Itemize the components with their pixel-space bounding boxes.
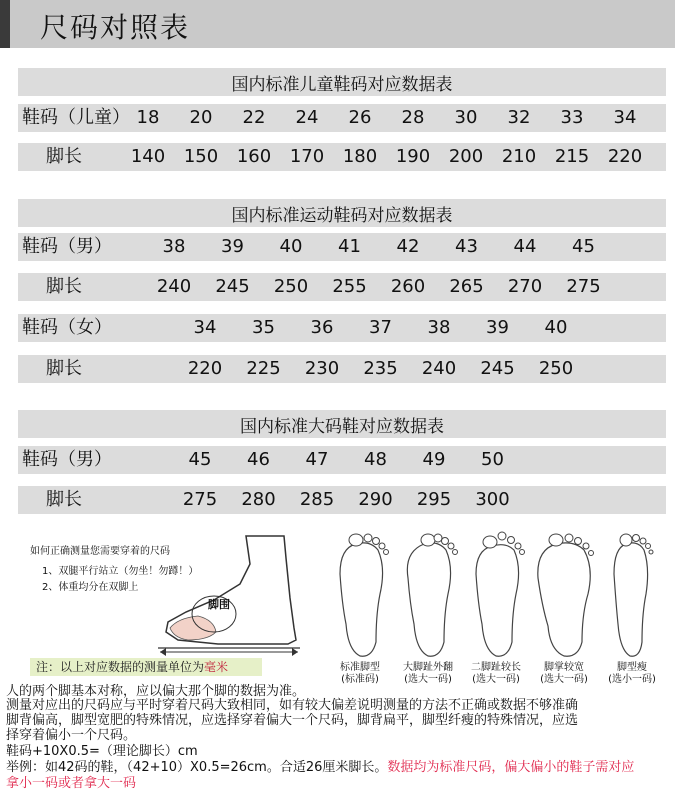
large-size-cell: 49: [422, 449, 446, 470]
sport-male-length-cell: 265: [449, 276, 484, 297]
children-size-cell: 32: [507, 107, 531, 128]
foot-type-name: 标准脚型: [340, 662, 380, 673]
foot-types: [322, 528, 667, 688]
children-size-cell: 33: [560, 107, 584, 128]
large-table-title-band: [18, 410, 666, 438]
large-length-cell: 290: [358, 489, 393, 510]
header-accent: [0, 0, 10, 48]
sport-male-size-cell: 39: [221, 236, 244, 257]
sport-male-size-label: 鞋码（男）: [22, 236, 112, 257]
foot-type-name: 二脚趾较长: [471, 662, 521, 673]
children-length-cell: 200: [448, 146, 484, 167]
sport-female-size-cell: 34: [193, 317, 217, 338]
sport-female-length-cell: 225: [246, 358, 281, 379]
sport-female-size-cell: 35: [252, 317, 275, 338]
foot-type-label: [534, 662, 594, 686]
sport-female-size-cell: 39: [486, 317, 509, 338]
sport-male-length-cell: 245: [215, 276, 250, 297]
large-size-cell: 48: [364, 449, 387, 470]
large-length-cell: 300: [475, 489, 510, 510]
sport-female-length-cell: 230: [304, 358, 340, 379]
large-size-cell: 45: [188, 449, 212, 470]
children-size-cell: 26: [348, 107, 372, 128]
large-length-cell: 275: [182, 489, 218, 510]
sport-female-length-cell: 220: [187, 358, 223, 379]
children-size-cell: 30: [454, 107, 478, 128]
paragraph-6-warning: 数据均为标准尺码，偏大偏小的鞋子需对应: [387, 760, 635, 775]
foot-type-name: 脚型瘦: [617, 662, 647, 673]
sport-male-length-cell: 240: [156, 276, 192, 297]
foot-type-label: [398, 662, 458, 686]
foot-print-long-second-toe-icon: [476, 532, 525, 656]
sport-male-size-cell: 44: [513, 236, 537, 257]
unit-note: [30, 658, 262, 676]
children-length-label: 脚长: [46, 146, 82, 167]
page-title: 尺码对照表: [40, 11, 191, 44]
children-length-cell: 190: [395, 146, 431, 167]
foot-type-label: [330, 662, 390, 686]
girth-label: 脚围: [208, 598, 230, 611]
sport-female-size-row: [18, 314, 666, 342]
sport-male-length-cell: 250: [273, 276, 309, 297]
foot-type-advice: (选大一码): [540, 674, 588, 685]
children-size-cell: 22: [242, 107, 266, 128]
children-size-cell: 20: [189, 107, 213, 128]
foot-type-advice: (标准码): [341, 674, 379, 685]
paragraph-2: 测量对应出的尺码应与平时穿着尺码大致相同，如有较大偏差说明测量的方法不正确或数据不够准确: [6, 698, 579, 713]
foot-print-standard-icon: [340, 534, 389, 656]
children-table-title-band: [18, 68, 666, 96]
paragraph-6-example: 举例：如42码的鞋，（42+10）X0.5=26cm。合适26厘米脚长。: [6, 760, 388, 775]
children-length-cell: 210: [501, 146, 537, 167]
sport-table-title-band: [18, 199, 666, 227]
measure-illustration: [18, 528, 308, 673]
large-length-label: 脚长: [46, 489, 82, 510]
unit-note-prefix: 注：以上对应数据的测量单位为: [36, 660, 205, 674]
children-length-cell: 215: [554, 146, 590, 167]
sport-male-size-cell: 43: [455, 236, 478, 257]
children-size-cell: 18: [136, 107, 160, 128]
children-size-cell: 28: [401, 107, 425, 128]
sport-female-length-cell: 250: [538, 358, 574, 379]
large-size-cell: 47: [305, 449, 329, 470]
large-length-row: [18, 486, 666, 514]
sport-female-size-cell: 37: [369, 317, 392, 338]
sport-female-length-row: [18, 355, 666, 383]
sport-female-size-cell: 36: [310, 317, 334, 338]
paragraph-4: 择穿着偏小一个尺码。: [6, 728, 137, 743]
foot-print-wide-icon: [538, 534, 594, 656]
foot-prints: [322, 528, 667, 658]
sport-male-length-label: 脚长: [46, 276, 82, 297]
children-size-cell: 34: [613, 107, 637, 128]
sport-male-size-cell: 45: [572, 236, 595, 257]
foot-type-name: 大脚趾外翻: [403, 662, 453, 673]
sport-table-title: 国内标准运动鞋码对应数据表: [231, 205, 453, 226]
large-size-label: 鞋码（男）: [22, 449, 112, 470]
foot-type-advice: (选小一码): [608, 674, 656, 685]
paragraph-5: 鞋码+10X0.5=（理论脚长）cm: [6, 744, 198, 759]
foot-print-bunion-icon: [407, 534, 457, 656]
foot-print-slim-icon: [614, 534, 653, 656]
large-size-cell: 50: [481, 449, 504, 470]
children-length-cell: 140: [130, 146, 166, 167]
foot-side-icon: [18, 528, 308, 673]
sport-female-length-cell: 240: [421, 358, 457, 379]
sport-male-length-cell: 260: [390, 276, 426, 297]
children-length-row: [18, 143, 666, 171]
unit-note-unit: 毫米: [204, 660, 229, 674]
sport-male-size-cell: 41: [338, 236, 361, 257]
large-table-title: 国内标准大码鞋对应数据表: [240, 416, 444, 437]
children-length-cell: 180: [342, 146, 378, 167]
foot-type-advice: (选大一码): [404, 674, 452, 685]
page-header: [0, 0, 675, 48]
large-size-cell: 46: [247, 449, 270, 470]
sport-male-length-cell: 270: [507, 276, 543, 297]
foot-type-advice: (选大一码): [472, 674, 520, 685]
large-length-cell: 295: [416, 489, 452, 510]
sport-male-size-cell: 40: [279, 236, 303, 257]
paragraph-7-warning: 拿小一码或者拿大一码: [6, 776, 137, 791]
sport-female-length-cell: 245: [480, 358, 515, 379]
foot-type-name: 脚掌较宽: [544, 662, 584, 673]
children-size-label: 鞋码（儿童）: [22, 107, 130, 128]
foot-type-label: [602, 662, 662, 686]
sport-female-length-cell: 235: [363, 358, 398, 379]
children-table-title: 国内标准儿童鞋码对应数据表: [231, 74, 453, 95]
sport-male-length-row: [18, 273, 666, 301]
children-length-cell: 220: [607, 146, 643, 167]
paragraph-3: 脚背偏高，脚型宽肥的特殊情况，应选择穿着偏大一个尺码，脚背扁平，脚型纤瘦的特殊情况，应选: [6, 713, 579, 728]
large-length-cell: 280: [241, 489, 276, 510]
measure-step-1: 1、双腿平行站立（勿坐！勿蹲！）: [42, 566, 199, 577]
sport-male-size-cell: 38: [162, 236, 186, 257]
sport-male-size-row: [18, 233, 666, 261]
measure-step-2: 2、体重均分在双脚上: [42, 582, 139, 593]
large-size-row: [18, 446, 666, 474]
sport-female-length-label: 脚长: [46, 358, 82, 379]
sport-male-length-cell: 275: [566, 276, 601, 297]
sport-male-size-cell: 42: [396, 236, 420, 257]
large-length-cell: 285: [299, 489, 335, 510]
paragraph-1: 人的两个脚基本对称，应以偏大那个脚的数据为准。: [6, 684, 306, 699]
sport-female-size-cell: 38: [427, 317, 451, 338]
sport-female-size-label: 鞋码（女）: [22, 317, 112, 338]
paragraph-6: [6, 760, 634, 776]
children-size-cell: 24: [295, 107, 319, 128]
measure-title: 如何正确测量您需要穿着的尺码: [30, 546, 170, 557]
children-length-cell: 160: [236, 146, 272, 167]
sport-female-size-cell: 40: [544, 317, 568, 338]
children-length-cell: 170: [289, 146, 325, 167]
sport-male-length-cell: 255: [332, 276, 367, 297]
children-size-row: [18, 104, 666, 132]
foot-type-label: [466, 662, 526, 686]
children-length-cell: 150: [183, 146, 219, 167]
